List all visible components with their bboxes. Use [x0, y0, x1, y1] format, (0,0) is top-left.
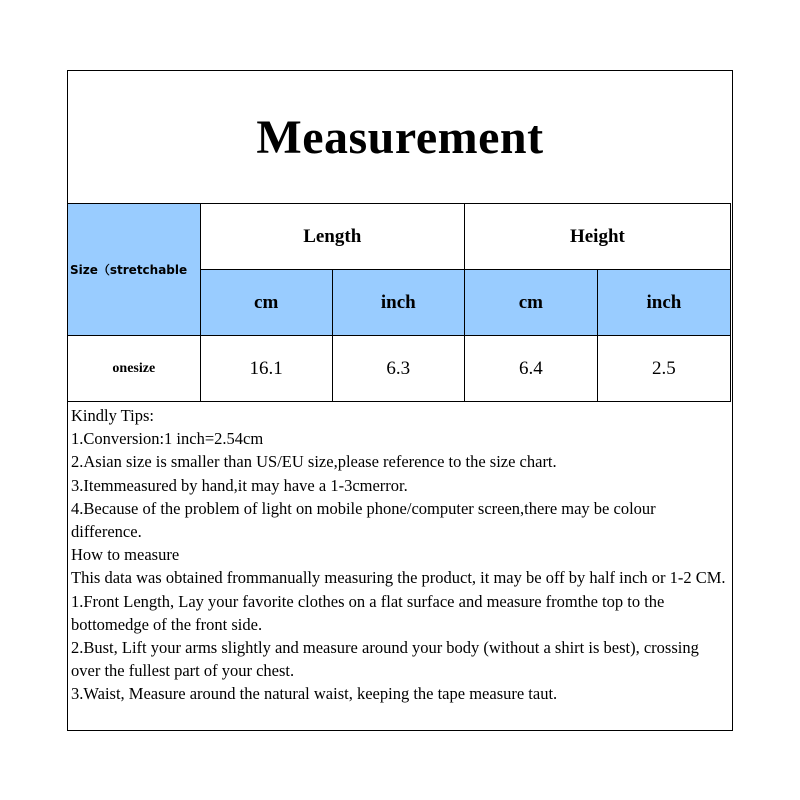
unit-header: inch: [332, 270, 464, 336]
row-label: onesize: [68, 336, 201, 402]
height-header: Height: [464, 204, 730, 270]
tips-line: This data was obtained frommanually measuring the product, it may be off by half inch or 1-2 CM.: [71, 568, 726, 588]
tips-line: 1.Front Length, Lay your favorite clothes on a flat surface and measure fromthe top to the bottomedge of the front side.: [71, 591, 665, 634]
table-cell: 16.1: [200, 336, 332, 402]
tips-line: 1.Conversion:1 inch=2.54cm: [71, 429, 264, 449]
tips-line: 4.Because of the problem of light on mobile phone/computer screen,there may be colour difference.: [71, 498, 656, 542]
table-cell: 6.3: [332, 336, 464, 402]
table-cell: 6.4: [464, 336, 597, 402]
table-cell: 2.5: [597, 336, 730, 402]
measurement-table: [67, 203, 731, 402]
tips-line: 2.Asian size is smaller than US/EU size,please reference to the size chart.: [71, 452, 557, 472]
length-header: Length: [200, 204, 464, 270]
tips-section: [68, 402, 732, 706]
tips-line: 3.Itemmeasured by hand,it may have a 1-3cmerror.: [71, 475, 408, 495]
page-title: Measurement: [256, 110, 544, 164]
unit-header: cm: [200, 270, 332, 336]
unit-header: inch: [597, 270, 730, 336]
tips-line: 3.Waist, Measure around the natural waist, keeping the tape measure taut.: [71, 684, 558, 704]
table-row: [68, 336, 731, 402]
tips-line: How to measure: [71, 545, 180, 565]
unit-header: cm: [464, 270, 597, 336]
size-chart: [67, 70, 733, 731]
tips-line: Kindly Tips:: [71, 406, 154, 425]
size-header: Size（stretchable: [68, 204, 201, 336]
tips-line: 2.Bust, Lift your arms slightly and measure around your body (without a shirt is best), crossing over the fullest part of your chest.: [71, 638, 699, 681]
